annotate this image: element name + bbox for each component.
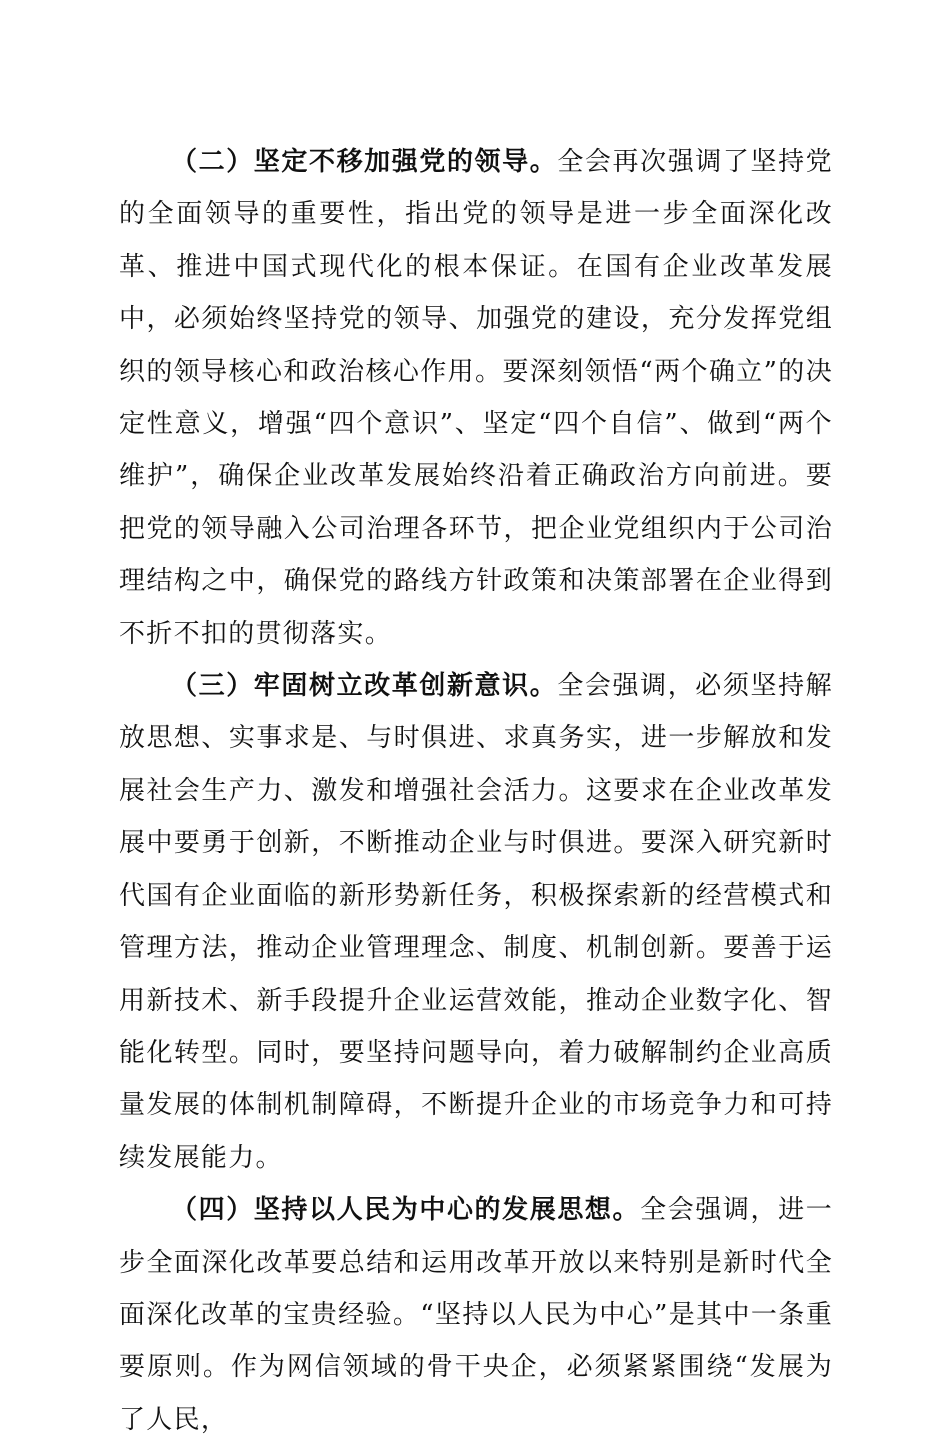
- paragraph-heading: （四）坚持以人民为中心的发展思想。: [171, 1195, 641, 1226]
- paragraph-heading: （二）坚定不移加强党的领导。: [171, 147, 558, 177]
- paragraph-leadership: [119, 136, 833, 660]
- paragraph-text: 全会强调，必须坚持解放思想、实事求是、与时俱进、求真务实，进一步解放和发展社会生产力、激发和增强社会活力。这要求在企业改革发展中要勇于创新，不断推动企业与时俱进。要深入研究新时代国有企业面临的新形势新任务，积极探索新的经营模式和管理方法，推动企业管理理念、制度、机制创新。要善于运用新技术、新手段提升企业运营效能，推动企业数字化、智能化转型。同时，要坚持问题导向，着力破解制约企业高质量发展的体制机制障碍，不断提升企业的市场竞争力和可持续发展能力。: [119, 671, 833, 1173]
- document-body: [119, 136, 833, 1446]
- paragraph-heading: （三）牢固树立改革创新意识。: [171, 671, 558, 702]
- paragraph-text: 全会强调，进一步全面深化改革要总结和运用改革开放以来特别是新时代全面深化改革的宝贵经验。“坚持以人民为中心”是其中一条重要原则。作为网信领域的骨干央企，必须紧紧围绕“发展为了人民，: [119, 1195, 833, 1435]
- paragraph-text: 全会再次强调了坚持党的全面领导的重要性，指出党的领导是进一步全面深化改革、推进中国式现代化的根本保证。在国有企业改革发展中，必须始终坚持党的领导、加强党的建设，充分发挥党组织的领导核心和政治核心作用。要深刻领悟“两个确立”的决定性意义，增强“四个意识”、坚定“四个自信”、做到“两个维护”，确保企业改革发展始终沿着正确政治方向前进。要把党的领导融入公司治理各环节，把企业党组织内于公司治理结构之中，确保党的路线方针政策和决策部署在企业得到不折不扣的贯彻落实。: [119, 147, 833, 649]
- paragraph-innovation: [119, 660, 833, 1184]
- paragraph-people-centered: [119, 1184, 833, 1446]
